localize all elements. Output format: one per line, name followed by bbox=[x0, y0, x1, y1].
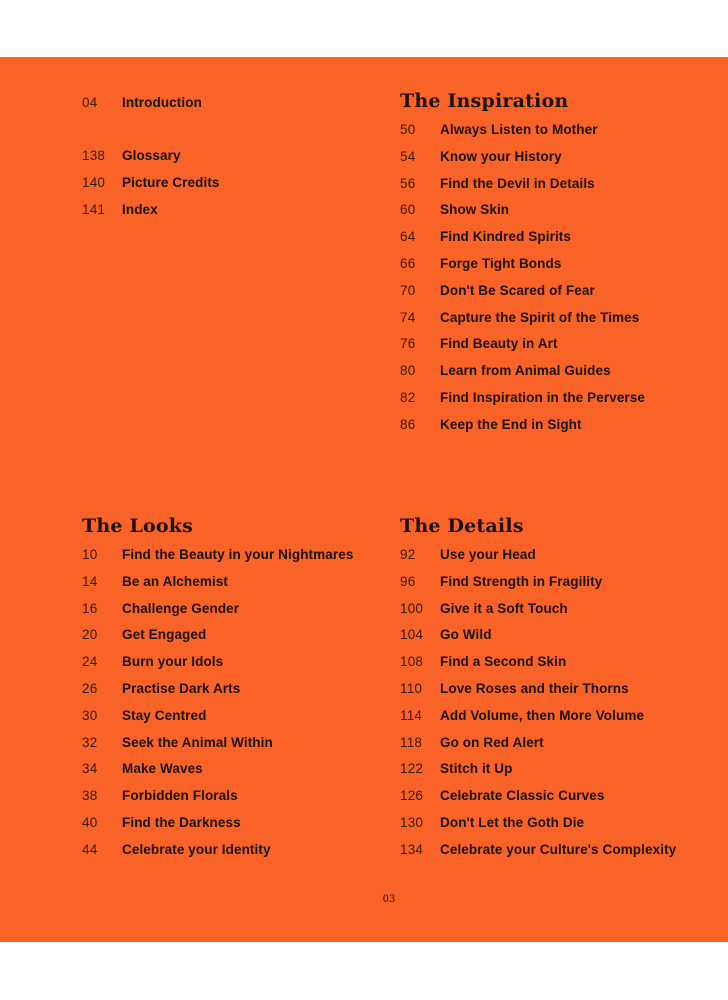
toc-page-number: 134 bbox=[400, 841, 424, 857]
toc-page-number: 44 bbox=[82, 841, 98, 857]
toc-title: Find the Darkness bbox=[122, 815, 241, 830]
toc-title: Find a Second Skin bbox=[440, 654, 567, 670]
toc-page-number: 64 bbox=[400, 229, 416, 245]
toc-title: Burn your Idols bbox=[122, 654, 224, 670]
toc-page-number: 10 bbox=[82, 547, 98, 562]
toc-title: Make Waves bbox=[122, 761, 203, 777]
toc-page-number: 140 bbox=[82, 175, 106, 190]
toc-page-number: 80 bbox=[400, 363, 416, 379]
toc-title: Use your Head bbox=[440, 547, 536, 562]
toc-page-number: 32 bbox=[82, 734, 98, 750]
toc-title: Index bbox=[122, 202, 158, 217]
toc-page-number: 50 bbox=[400, 122, 416, 137]
toc-title: Show Skin bbox=[440, 202, 510, 218]
toc-title: Give it a Soft Touch bbox=[440, 600, 568, 616]
toc-page-number: 20 bbox=[82, 627, 98, 643]
toc-title: Capture the Spirit of the Times bbox=[440, 309, 640, 325]
toc-page-number: 70 bbox=[400, 282, 416, 298]
toc-title: Find Kindred Spirits bbox=[440, 229, 572, 245]
toc-title: Practise Dark Arts bbox=[122, 681, 241, 696]
toc-title: Celebrate your Identity bbox=[122, 841, 271, 857]
toc-page-number: 100 bbox=[400, 600, 424, 616]
page-number: 03 bbox=[382, 894, 396, 905]
toc-page-number: 138 bbox=[82, 148, 106, 163]
toc-title: Glossary bbox=[122, 148, 181, 163]
toc-title: Seek the Animal Within bbox=[122, 734, 273, 750]
toc-page-number: 126 bbox=[400, 788, 424, 804]
toc-title: Find Strength in Fragility bbox=[440, 573, 603, 589]
toc-title: Get Engaged bbox=[122, 627, 207, 643]
toc-page-number: 76 bbox=[400, 336, 416, 352]
toc-page-number: 96 bbox=[400, 573, 416, 589]
toc-page-number: 56 bbox=[400, 175, 416, 191]
section-heading-details: The Details bbox=[400, 515, 524, 537]
toc-title: Add Volume, then More Volume bbox=[440, 707, 645, 723]
toc-page-number: 24 bbox=[82, 654, 98, 670]
toc-title: Forge Tight Bonds bbox=[440, 256, 562, 271]
toc-page-number: 118 bbox=[400, 734, 423, 750]
toc-title: Find the Beauty in your Nightmares bbox=[122, 547, 354, 562]
toc-title: Go on Red Alert bbox=[440, 734, 544, 750]
toc-title: Learn from Animal Guides bbox=[440, 363, 611, 379]
toc-page-number: 54 bbox=[400, 148, 416, 164]
toc-title: Celebrate Classic Curves bbox=[440, 788, 605, 804]
toc-page-number: 66 bbox=[400, 256, 416, 271]
section-heading-inspiration: The Inspiration bbox=[400, 90, 569, 112]
toc-page-number: 104 bbox=[400, 627, 424, 643]
toc-page-number: 30 bbox=[82, 707, 98, 723]
toc-title: Find the Devil in Details bbox=[440, 175, 595, 191]
toc-title: Love Roses and their Thorns bbox=[440, 681, 629, 696]
toc-page-number: 04 bbox=[82, 95, 98, 110]
contents-page bbox=[0, 57, 728, 942]
toc-page-number: 114 bbox=[400, 707, 423, 723]
toc-title: Find Inspiration in the Perverse bbox=[440, 390, 645, 405]
toc-title: Be an Alchemist bbox=[122, 573, 229, 589]
toc-title: Picture Credits bbox=[122, 175, 220, 190]
toc-title: Keep the End in Sight bbox=[440, 416, 582, 432]
toc-title: Stay Centred bbox=[122, 707, 207, 723]
toc-page-number: 74 bbox=[400, 309, 416, 325]
toc-title: Introduction bbox=[122, 95, 202, 110]
toc-title: Always Listen to Mother bbox=[440, 122, 598, 137]
toc-title: Celebrate your Culture's Complexity bbox=[440, 841, 677, 857]
toc-title: Don't Let the Goth Die bbox=[440, 815, 585, 830]
toc-page-number: 16 bbox=[82, 600, 98, 616]
toc-page-number: 34 bbox=[82, 761, 98, 777]
toc-title: Don't Be Scared of Fear bbox=[440, 282, 595, 298]
toc-page-number: 14 bbox=[82, 573, 98, 589]
toc-page-number: 130 bbox=[400, 815, 424, 830]
toc-title: Know your History bbox=[440, 148, 562, 164]
toc-title: Go Wild bbox=[440, 627, 492, 643]
toc-page-number: 26 bbox=[82, 681, 98, 696]
toc-page-number: 82 bbox=[400, 390, 416, 405]
toc-title: Stitch it Up bbox=[440, 761, 513, 777]
toc-page-number: 110 bbox=[400, 681, 423, 696]
toc-page-number: 92 bbox=[400, 547, 416, 562]
toc-page-number: 86 bbox=[400, 416, 416, 432]
toc-page-number: 108 bbox=[400, 654, 424, 670]
toc-page-number: 60 bbox=[400, 202, 416, 218]
toc-page-number: 40 bbox=[82, 815, 98, 830]
toc-title: Challenge Gender bbox=[122, 600, 240, 616]
toc-page-number: 38 bbox=[82, 788, 98, 804]
toc-title: Forbidden Florals bbox=[122, 788, 238, 804]
toc-title: Find Beauty in Art bbox=[440, 336, 558, 352]
toc-page-number: 122 bbox=[400, 761, 424, 777]
section-heading-looks: The Looks bbox=[82, 515, 194, 537]
toc-page-number: 141 bbox=[82, 202, 106, 217]
